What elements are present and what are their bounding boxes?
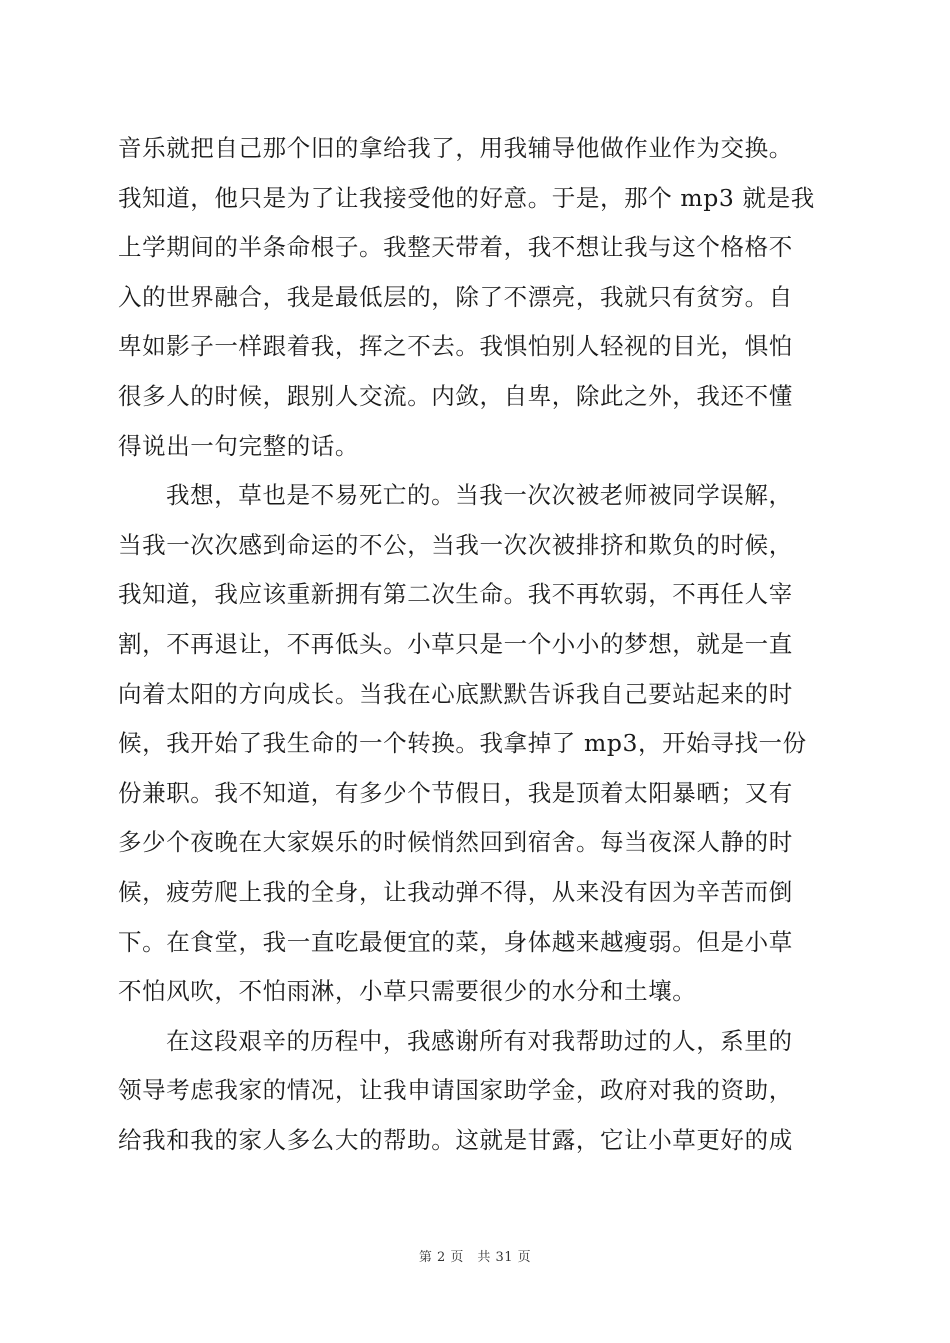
page-number-footer: 第 2 页 共 31 页 [418,1250,532,1265]
text-line: 上学期间的半条命根子。我整天带着，我不想让我与这个格格不 [118,233,793,262]
text-line: 得说出一句完整的话。 [118,431,359,460]
text-line: 很多人的时候，跟别人交流。内敛，自卑，除此之外，我还不懂 [118,381,793,410]
paragraph-start-line: 我想，草也是不易死亡的。当我一次次被老师被同学误解， [166,481,793,510]
text-line: 候，疲劳爬上我的全身，让我动弹不得，从来没有因为辛苦而倒 [118,877,793,906]
text-line: 给我和我的家人多么大的帮助。这就是甘露，它让小草更好的成 [118,1125,793,1154]
text-line: 份兼职。我不知道，有多少个节假日，我是顶着太阳暴晒；又有 [118,778,793,807]
text-line: 不怕风吹，不怕雨淋，小草只需要很少的水分和土壤。 [118,977,697,1006]
text-line: 下。在食堂，我一直吃最便宜的菜，身体越来越瘦弱。但是小草 [118,927,793,956]
text-line: 我知道，他只是为了让我接受他的好意。于是，那个 mp3 就是我 [118,183,815,212]
text-line: 我知道，我应该重新拥有第二次生命。我不再软弱，不再任人宰 [118,580,793,609]
text-line: 候，我开始了我生命的一个转换。我拿掉了 mp3，开始寻找一份 [118,729,807,758]
document-body [118,124,834,1165]
text-line: 卑如影子一样跟着我，挥之不去。我惧怕别人轻视的目光，惧怕 [118,332,793,361]
text-line: 向着太阳的方向成长。当我在心底默默告诉我自己要站起来的时 [118,679,793,708]
text-line: 领导考虑我家的情况，让我申请国家助学金，政府对我的资助， [118,1076,793,1105]
paragraph-start-line: 在这段艰辛的历程中，我感谢所有对我帮助过的人，系里的 [166,1026,793,1055]
text-line: 多少个夜晚在大家娱乐的时候悄然回到宿舍。每当夜深人静的时 [118,828,793,857]
text-line: 音乐就把自己那个旧的拿给我了，用我辅导他做作业作为交换。 [118,134,793,162]
text-line: 入的世界融合，我是最低层的，除了不漂亮，我就只有贫穷。自 [118,282,793,311]
text-line: 当我一次次感到命运的不公，当我一次次被排挤和欺负的时候， [118,530,793,559]
text-line: 割，不再退让，不再低头。小草只是一个小小的梦想，就是一直 [118,629,793,658]
